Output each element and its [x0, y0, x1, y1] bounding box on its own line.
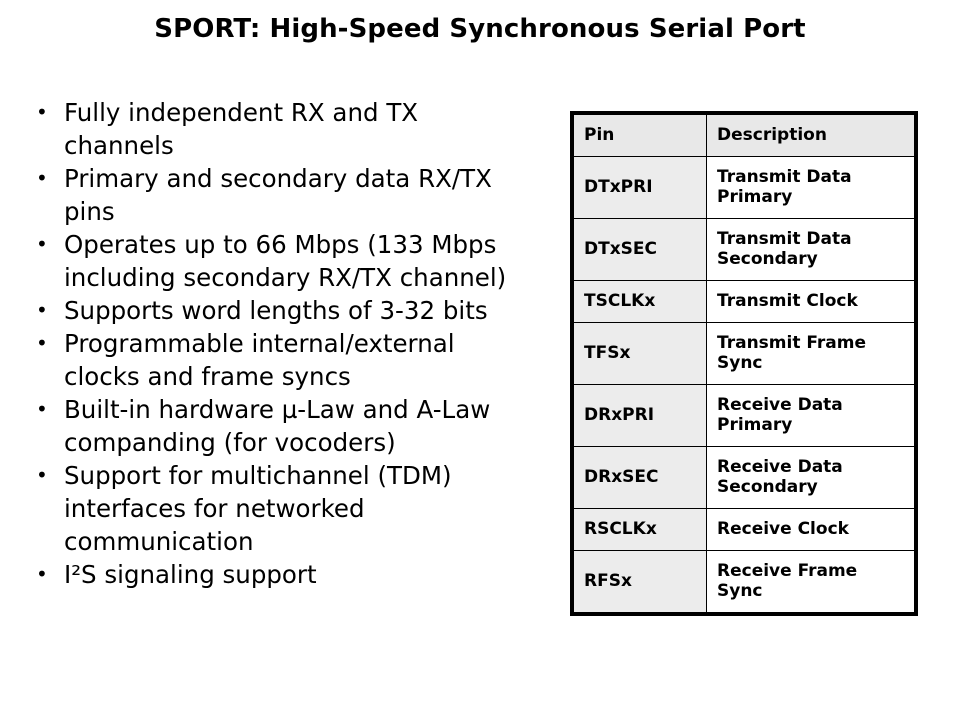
cell-description: Transmit Frame Sync: [707, 323, 915, 385]
list-item: [36, 96, 526, 162]
list-item: [36, 327, 526, 393]
bullet-icon: •: [36, 331, 48, 355]
cell-pin: DTxPRI: [574, 157, 707, 219]
list-item: [36, 294, 526, 327]
cell-pin: DRxSEC: [574, 447, 707, 509]
bullet-list: [36, 96, 526, 591]
cell-description: Transmit Clock: [707, 281, 915, 323]
table-row: [574, 551, 915, 613]
bullet-icon: •: [36, 397, 48, 421]
table-row: [574, 157, 915, 219]
list-item-label: Primary and secondary data RX/TX pins: [64, 164, 492, 226]
table-row: [574, 509, 915, 551]
table-row: [574, 385, 915, 447]
bullet-icon: •: [36, 166, 48, 190]
list-item-label: Built-in hardware µ-Law and A-Law companding (for vocoders): [64, 395, 491, 457]
cell-pin: TFSx: [574, 323, 707, 385]
table-row: [574, 323, 915, 385]
list-item: [36, 393, 526, 459]
cell-pin: TSCLKx: [574, 281, 707, 323]
page-title: SPORT: High-Speed Synchronous Serial Port: [154, 14, 806, 44]
cell-pin: DRxPRI: [574, 385, 707, 447]
cell-description: Transmit Data Primary: [707, 157, 915, 219]
column-header-pin: Pin: [574, 115, 707, 157]
pin-description-table: [570, 111, 918, 616]
list-item-label: Supports word lengths of 3-32 bits: [64, 296, 488, 325]
list-item: [36, 558, 526, 591]
table-row: [574, 219, 915, 281]
bullet-icon: •: [36, 562, 48, 586]
cell-description: Receive Frame Sync: [707, 551, 915, 613]
table-header-row: [574, 115, 915, 157]
cell-description: Receive Clock: [707, 509, 915, 551]
cell-description: Transmit Data Secondary: [707, 219, 915, 281]
bullet-icon: •: [36, 463, 48, 487]
list-item: [36, 162, 526, 228]
list-item-label: Fully independent RX and TX channels: [64, 98, 419, 160]
list-item-label: Operates up to 66 Mbps (133 Mbps including secondary RX/TX channel): [64, 230, 507, 292]
cell-pin: DTxSEC: [574, 219, 707, 281]
cell-description: Receive Data Primary: [707, 385, 915, 447]
list-item: [36, 228, 526, 294]
column-header-description: Description: [707, 115, 915, 157]
bullet-icon: •: [36, 232, 48, 256]
bullet-icon: •: [36, 100, 48, 124]
list-item-label: Programmable internal/external clocks and frame syncs: [64, 329, 455, 391]
cell-pin: RFSx: [574, 551, 707, 613]
list-item-label: Support for multichannel (TDM) interfaces for networked communication: [64, 461, 452, 556]
list-item-label: I²S signaling support: [64, 560, 317, 589]
bullet-icon: •: [36, 298, 48, 322]
list-item: [36, 459, 526, 558]
table-row: [574, 281, 915, 323]
table-row: [574, 447, 915, 509]
cell-pin: RSCLKx: [574, 509, 707, 551]
cell-description: Receive Data Secondary: [707, 447, 915, 509]
